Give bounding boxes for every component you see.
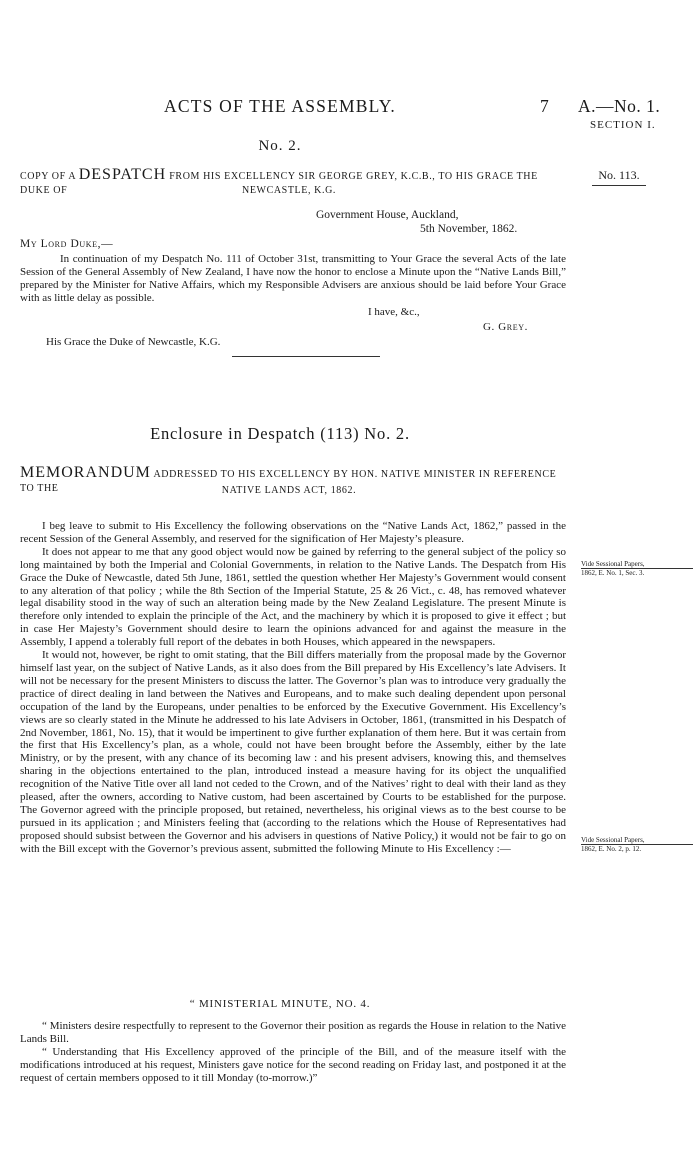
margin-reference-2-line1: Vide Sessional Papers, [581, 836, 645, 844]
memorandum-paragraph: I beg leave to submit to His Excellency the following observations on the “Native Lands Act, 1862,” passed in the recent Session of the General Assembly, and reserved for the signification of Her Majesty’s pleasure. [20, 520, 566, 545]
margin-reference-1-line2: 1862, E. No. 1, Sec. 3. [581, 568, 693, 577]
addressee: His Grace the Duke of Newcastle, K.G. [46, 336, 221, 348]
paper-reference: A.—No. 1. [578, 96, 661, 116]
memorandum-heading-line2: NATIVE LANDS ACT, 1862. [221, 485, 357, 496]
minute-paragraph: “ Ministers desire respectfully to represent to the Governor their position as regards the House in relation to the Native Lands Bill. [20, 1020, 566, 1045]
memorandum-paragraph: It would not, however, be right to omit stating, that the Bill differs materially from the proposal made by the Governor himself last year, on the subject of Native Lands, as it also does from the Bill prepared by His Excellency’s late Advisers. It will not be necessary for the present Ministers to discuss the latter. The Governor’s plan was to introduce very gradually the practice of direct dealing in land between the Natives and Europeans, and to make such dealing dependent upon personal occupation of the land by the Europeans, under penalties to be enforced by the Executive Government. His Excellency’s views are so clearly stated in the Minute he addressed to his late Advisers in October, 1861, (transmitted in his Despatch of 2nd November, 1861, No. 15), that it would be impertinent to give further explanation of them here. But it was certain from the first that His Excellency’s plan, as a whole, could not have been brought before the Assembly, either by the late Ministry, or by the present, with any chance of its becoming law : and his present advisers, knowing this, and themselves sharing in the objections entertained to the plan, introduced instead a measure having for its object the unqualified recognition of the Native Title over all land not ceded to the Crown, and of the Natives’ right to deal with their land as they pleased, after the owners, according to Native custom, had been ascertained by Courts to be established for the purpose. The Governor agreed with the principle proposed, but retained, nevertheless, his original views as to the best course to be pursued in its application ; and Ministers feeling that (according to the relations which the House of Representatives had proposed should subsist between the Governor and his advisers in questions of Native Policy,) it would not be fair to go on with the Bill except with the Governor’s previous assent, submitted the following Minute to His Excellency :— [20, 649, 566, 855]
despatch-heading-line2: NEWCASTLE, K.G. [242, 185, 336, 196]
despatch-heading-word: DESPATCH [78, 166, 167, 183]
salutation: My Lord Duke,— [20, 238, 114, 250]
enclosure-title: Enclosure in Despatch (113) No. 2. [150, 424, 410, 443]
despatch-heading-rest: FROM HIS EXCELLENCY SIR GEORGE GREY, K.C.B., TO HIS GRACE THE DUKE OF [20, 171, 538, 196]
margin-reference-2-line2: 1862, E. No. 2, p. 12. [581, 844, 693, 853]
margin-despatch-number: No. 113. [592, 168, 646, 186]
ministerial-minute-heading: “ MINISTERIAL MINUTE, NO. 4. [189, 998, 371, 1010]
memorandum-body [20, 520, 566, 856]
page-number: 7 [540, 96, 549, 116]
margin-reference-2 [581, 836, 693, 853]
address-date: 5th November, 1862. [420, 223, 518, 235]
margin-reference-1 [581, 560, 693, 577]
memorandum-paragraph: It does not appear to me that any good object would now be gained by referring to the general subject of the policy so long maintained by both the Imperial and Colonial Governments, in relation to the Native Lands. The Despatch from His Grace the Duke of Newcastle, dated 5th June, 1861, settled the question whether Her Majesty’s Government would consent to any alteration of that policy ; while the 8th Section of the Imperial Statute, 25 & 26 Vict., c. 48, has removed whatever legal disability stood in the way of such an alteration being made by the New Zealand Legislature. The present Minute is therefore only intended to explain the principle of the Act, and the machinery by which it is proposed to give it effect ; but in case Her Majesty’s Government should desire to learn the opinions advanced for and against the measure in the Assembly, I append a tolerably full report of the debates in both Houses, which appeared in the newspapers. [20, 545, 566, 649]
closing: I have, &c., [368, 306, 420, 318]
address-place: Government House, Auckland, [316, 209, 459, 221]
ministerial-minute-body [20, 1020, 566, 1085]
despatch-body [20, 253, 566, 305]
section-divider [232, 356, 380, 357]
despatch-paragraph: In continuation of my Despatch No. 111 of October 31st, transmitting to Your Grace the several Acts of the late Session of the General Assembly of New Zealand, I have now the honor to enclose a Minute upon the “Native Lands Bill,” prepared by the Minister for Native Affairs, which my Responsible Advisers are anxious should be laid before Your Grace with as little delay as possible. [20, 253, 566, 304]
section-label: SECTION I. [590, 119, 656, 131]
despatch-number: No. 2. [258, 138, 302, 154]
signature: G. Grey. [483, 321, 528, 333]
margin-reference-1-line1: Vide Sessional Papers, [581, 560, 645, 568]
memorandum-heading-rest: ADDRESSED TO HIS EXCELLENCY BY HON. NATIVE MINISTER IN REFERENCE TO THE [20, 469, 557, 494]
memorandum-heading-word: MEMORANDUM [20, 464, 151, 481]
despatch-heading-prefix: COPY OF A [20, 171, 76, 182]
minute-paragraph: “ Understanding that His Excellency approved of the principle of the Bill, and of the measure itself with the modifications introduced at his request, Ministers gave notice for the second reading on Friday last, and postponed it at the request of certain members opposed to it till Monday (to-morrow.)” [20, 1045, 566, 1084]
running-title: ACTS OF THE ASSEMBLY. [164, 96, 396, 116]
